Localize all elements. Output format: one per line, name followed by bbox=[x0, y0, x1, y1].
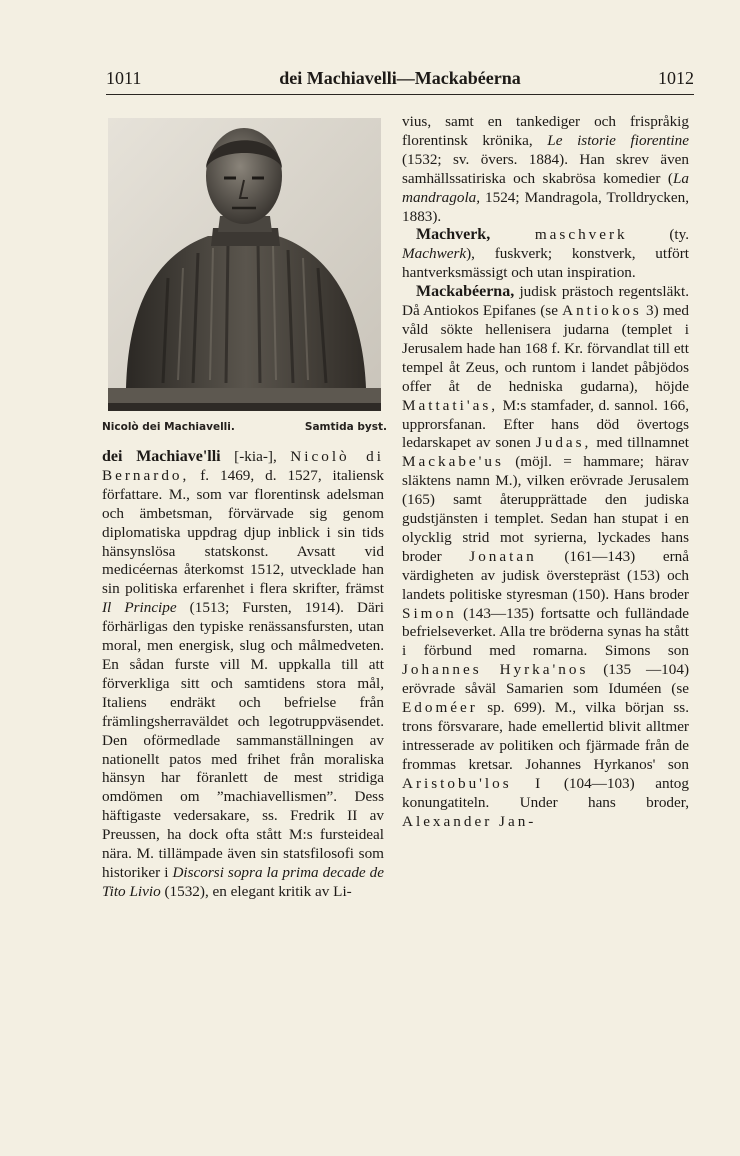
entry-machverk bbox=[402, 226, 689, 283]
italic-title: Le istorie fiorentine bbox=[547, 131, 689, 149]
running-title: dei Machiavelli—Mackabéerna bbox=[279, 68, 521, 88]
spaced-name: Jonatan bbox=[469, 547, 537, 565]
entry-text: (möjl. = hammare; härav släktens namn M.), vilken erövrade Jerusalem (165) samt återupprättade den judiska gudstjänsten i templet. Sedan han stupat i en olycklig strid mot syrierna, lyckades hans broder bbox=[402, 453, 689, 565]
entry-continuation bbox=[402, 113, 689, 226]
bust-illustration bbox=[108, 118, 381, 411]
caption-description: Samtida byst. bbox=[304, 421, 387, 433]
entry-text: (161—143) ernå värdigheten av judisk överstepräst (153) och landets politiske styresman (150). Hans broder bbox=[402, 547, 690, 603]
page-header bbox=[106, 64, 694, 95]
entry-text: 3) med våld sökte hellenisera judarna (templet i Jerusalem hade han 168 f. Kr. förvandlat till ett tempel åt Zeus, och runtom i landet påbjödos offer åt de hedniska gudarna), höjde bbox=[402, 302, 689, 395]
entry-mackabeerna bbox=[402, 283, 689, 831]
spaced-name: Alexander Jan- bbox=[402, 812, 537, 830]
spaced-name: Edoméer bbox=[402, 699, 478, 717]
spaced-name: Judas, bbox=[535, 434, 592, 452]
entry-text: med tillnamnet bbox=[591, 434, 690, 452]
entry-text: vius, samt en tankediger och frispråkig florentinsk krönika, bbox=[402, 113, 689, 149]
entry-text: judisk prästoch regentsläkt. Då Antiokos Epifanes (se bbox=[402, 283, 689, 320]
headword-mackabeerna: Mackabéerna, bbox=[416, 283, 515, 301]
entry-text: sp. 699). M., vilka början ss. trons försvarare, hade emellertid blivit alltmer intresserade av politiken och fjärmade från de frommas kretsar. Johannes Hyrkanos' son bbox=[402, 699, 689, 773]
entry-text: ), fuskverk; konstverk, utfört hantverksmässigt och utan inspiration. bbox=[402, 245, 689, 282]
entry-text: (135 —104) erövrade såväl Samarien som Iduméen (se bbox=[402, 661, 689, 698]
italic-title: Machwerk bbox=[402, 245, 467, 263]
entry-text: (1513; Fursten, 1914). Däri förhärligas den typiske renässansfursten, utan moral, men energisk, slug och målmedveten. En sådan furste vill M. uppkalla till att förverkliga sitt och samtidens stora mål, Italiens endräkt och befrielse från främlingsherraväldet och legotruppväsendet. Den oförmedlade sammanställningen av nationellt patos med frihet från moraliska hänsyn har föranlett de mest stridiga omdömen om ”machiavellismen”. Dess häftigaste vedersakare, ss. Fredrik II av Preussen, ha dock ofta stått M:s fursteideal nära. M. tillämpade även sin statsfilosofi som historiker i bbox=[102, 599, 385, 881]
right-column bbox=[402, 113, 689, 831]
entry-text: (ty. bbox=[627, 226, 689, 244]
italic-title: La mandragola, bbox=[402, 169, 689, 206]
left-column bbox=[102, 448, 384, 902]
italic-title: Il Principe bbox=[102, 599, 177, 617]
portrait-bust-image bbox=[108, 118, 381, 411]
spaced-name: maschverk bbox=[490, 226, 628, 244]
caption-name: Nicolò dei Machiavelli. bbox=[102, 421, 235, 433]
entry-text: M:s stamfader, d. sannol. 166, upprorsfanan. Efter hans död övertogs ledarskapet av sonen bbox=[402, 396, 689, 452]
page-number-left: 1011 bbox=[106, 68, 142, 88]
spaced-name: Johannes Hyrka'nos bbox=[402, 661, 589, 679]
entry-text: [-kia-], bbox=[220, 448, 291, 465]
entry-text: (143—135) fortsatte och fulländade befrielseverket. Alla tre bröderna synas ha stått i förbund med romarna. Simons son bbox=[402, 604, 689, 660]
entry-text: (1532), en elegant kritik av Li- bbox=[160, 882, 352, 900]
entry-text: (104—103) antog konungatiteln. Under hans broder, bbox=[402, 774, 689, 811]
page-number-right: 1012 bbox=[658, 68, 694, 88]
entry-text: 1524; Mandragola, Trolldrycken, 1883). bbox=[402, 188, 689, 225]
entry-text: (1532; sv. övers. 1884). Han skrev även samhällssatiriska och skabrösa komedier ( bbox=[402, 150, 689, 187]
spaced-name: Aristobu'los I bbox=[402, 774, 544, 792]
entry-text: f. 1469, d. 1527, italiensk författare. M., som var florentinsk adelsman och ämbetsman, förvärvade sig genom diplomatiska uppdrag djup inblick i sin tids hänsynslösa statskonst. Avsatt vid medicéernas återkomst 1512, utvecklade han sin politiska erfarenhet i flera skrifter, främst bbox=[102, 466, 384, 598]
headword-machverk: Machverk, bbox=[416, 226, 491, 244]
spaced-name: Mackabe'us bbox=[402, 453, 504, 471]
spaced-name: Antiokos bbox=[562, 302, 642, 320]
entry-machiavelli bbox=[102, 448, 384, 902]
spaced-name: Mattati'as, bbox=[402, 396, 499, 414]
figure-caption bbox=[102, 421, 387, 433]
spaced-name: Simon bbox=[402, 604, 457, 622]
spaced-name: Nicolò di Bernardo, bbox=[102, 448, 384, 484]
italic-title: Discorsi sopra la prima decade de Tito Livio bbox=[102, 863, 384, 900]
headword-machiavelli: dei Machiave'lli bbox=[102, 448, 221, 465]
